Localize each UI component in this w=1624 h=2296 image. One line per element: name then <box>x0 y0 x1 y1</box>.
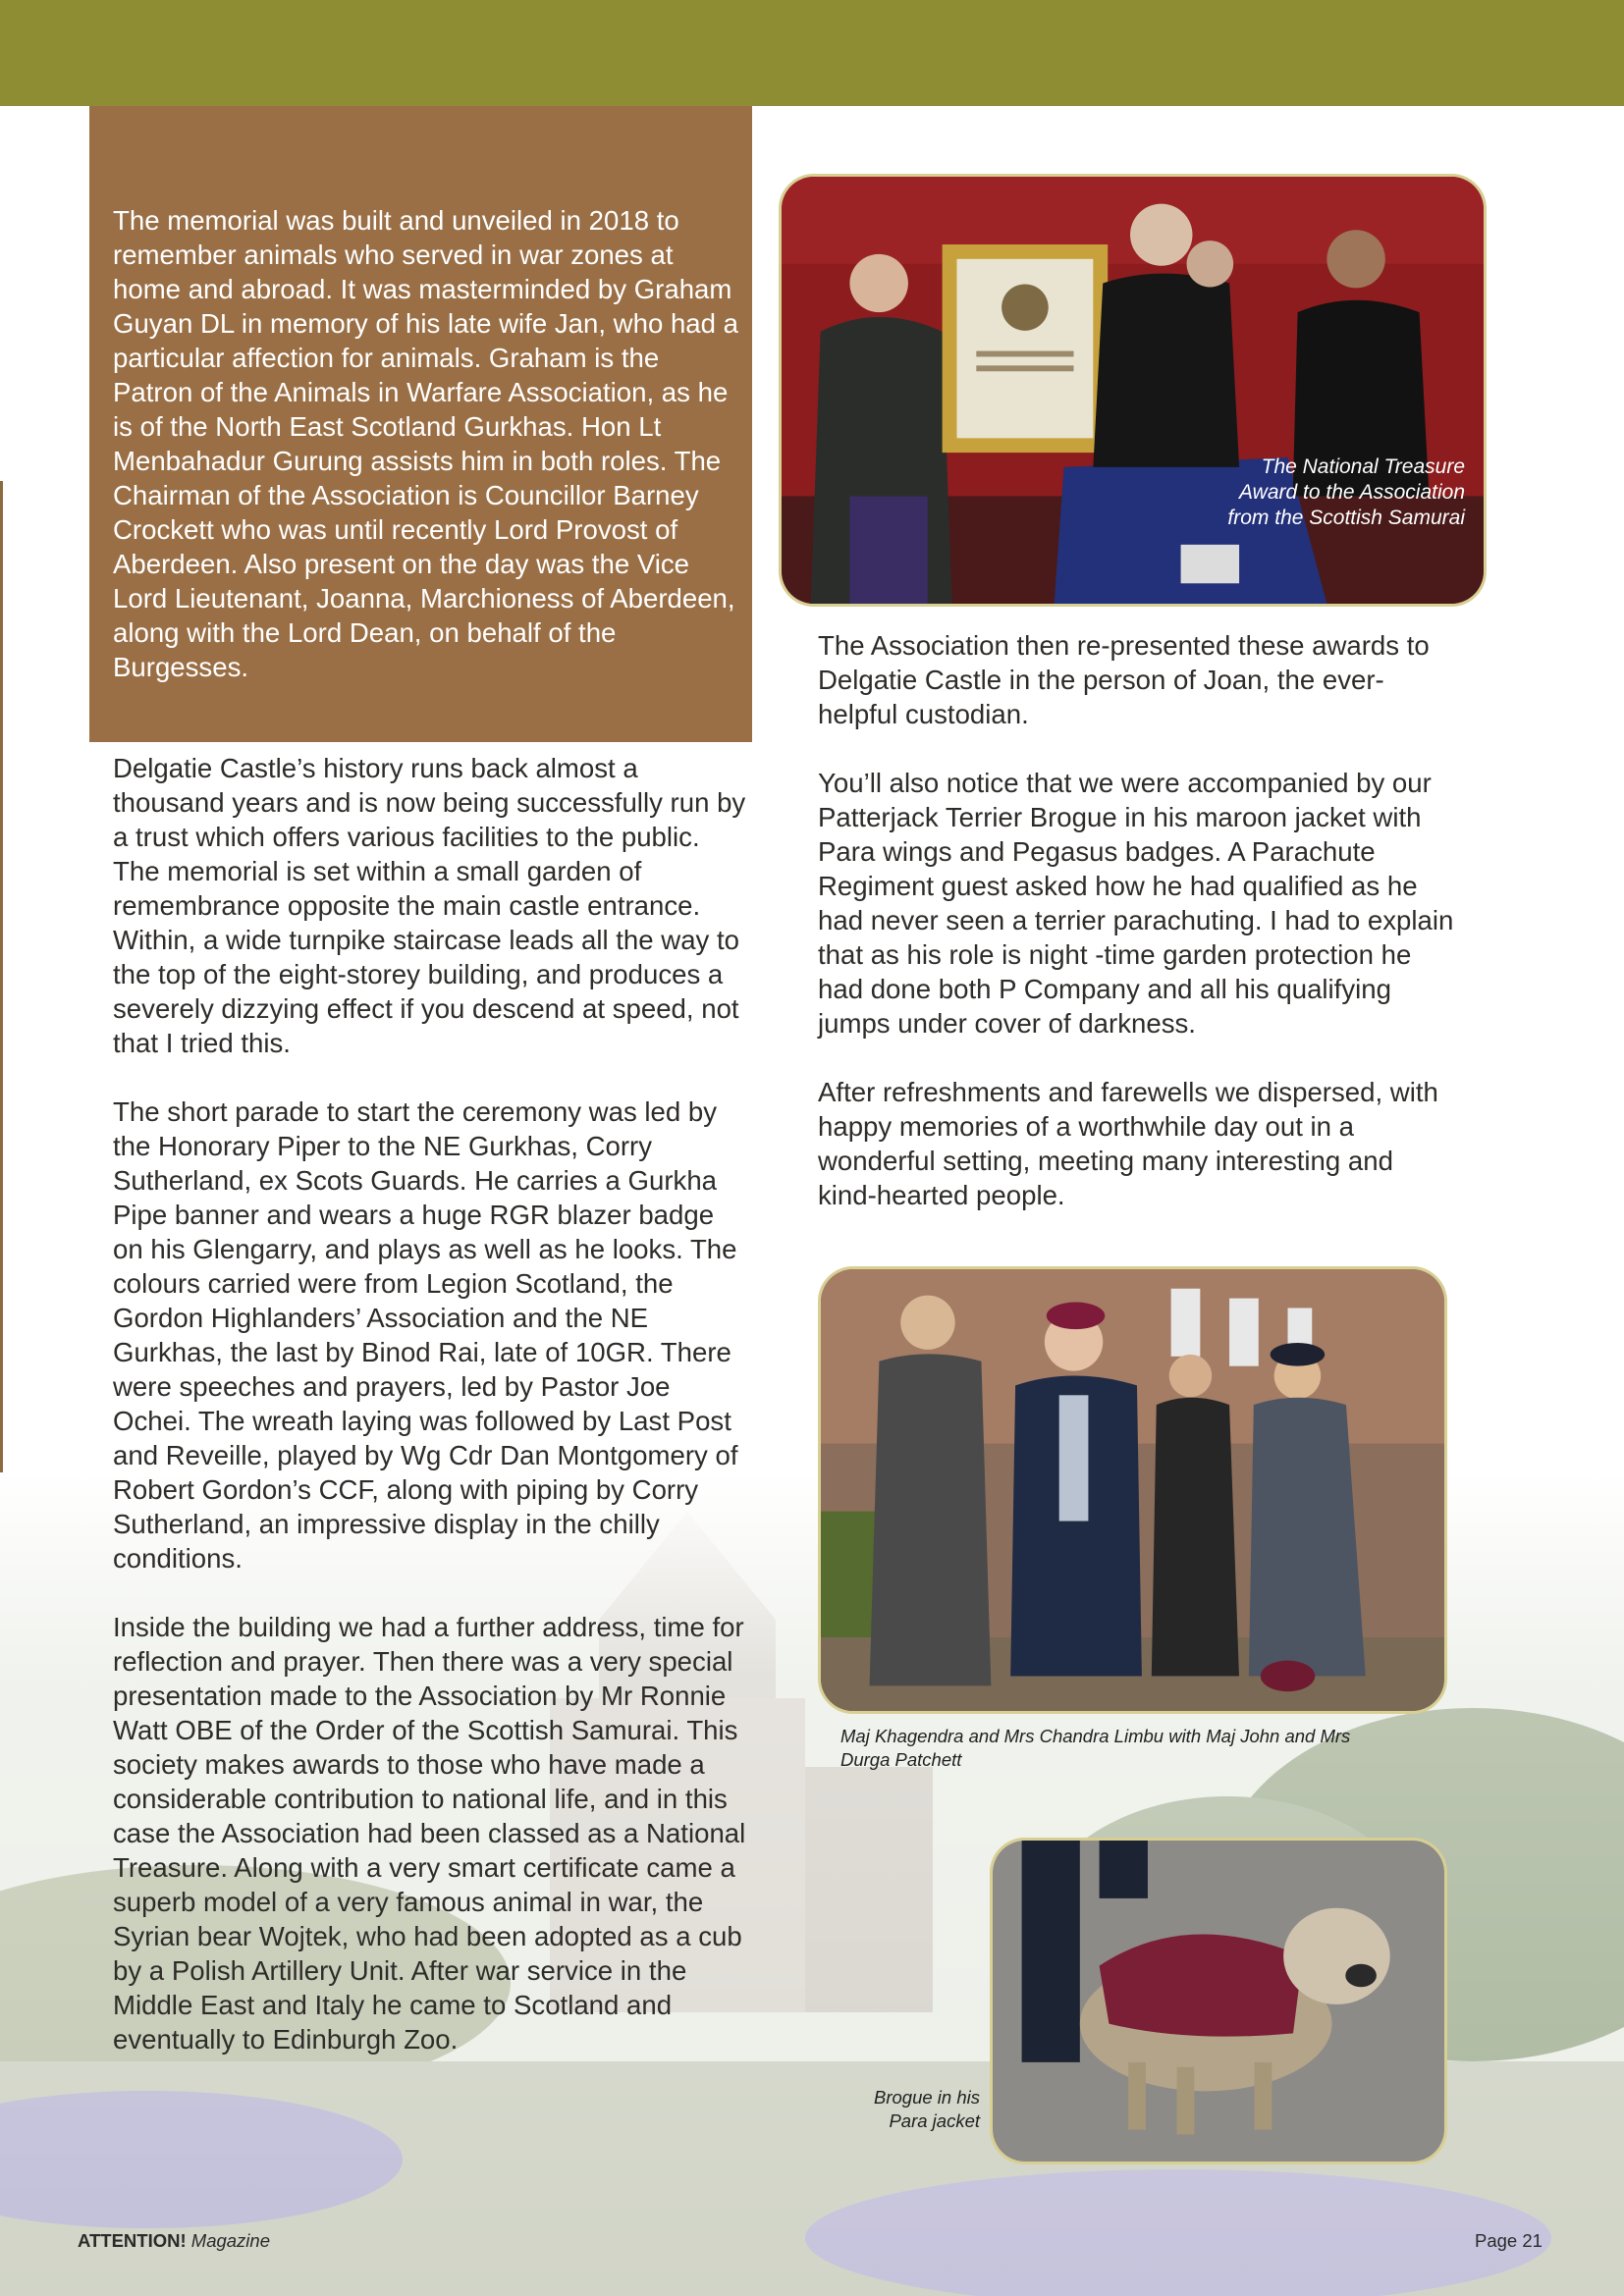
footer-magazine-brand: ATTENTION! <box>78 2230 187 2251</box>
dog-photo-caption: Brogue in his Para jacket <box>874 2087 980 2131</box>
article-paragraph: After refreshments and farewells we dispersed, with happy memories of a worthwhile day out in a wonderful setting, meeting many interesting and kind-hearted people. <box>818 1077 1438 1210</box>
award-photo-caption: The National Treasure Award to the Association from the Scottish Samurai <box>1227 455 1465 529</box>
page-number: Page 21 <box>1475 2230 1543 2251</box>
article-paragraph: Delgatie Castle’s history runs back almost a thousand years and is now being successfully run by a trust which offers various facilities to the public. The memorial is set within a small garden of remembrance opposite the main castle entrance. Within, a wide turnpike staircase leads all the way to the top of the eight-storey building, and produces a severely dizzying effect if you descend at speed, not that I tried this. <box>113 753 746 1058</box>
article-paragraph: Inside the building we had a further address, time for reflection and prayer. Then there was a very special presentation made to the Association by Mr Ronnie Watt OBE of the Order of the Scottish Samurai. This society makes awards to those who have made a considerable contribution to national life, and in this case the Association had been classed as a National Treasure. Along with a very smart certificate came a superb model of a very famous animal in war, the Syrian bear Wojtek, who had been adopted as a cub by a Polish Artillery Unit. After war service in the Middle East and Italy he came to Scotland and eventually to Edinburgh Zoo. <box>113 1612 746 2055</box>
footer-magazine-name <box>78 2230 270 2252</box>
sidebar-box <box>89 106 752 742</box>
article-right-column <box>818 628 1456 1247</box>
sidebar-text: The memorial was built and unveiled in 2018 to remember animals who served in war zones at home and abroad. It was masterminded by Graham Guyan DL in memory of his late wife Jan, who had a particular affection for animals. Graham is the Patron of the Animals in Warfare Association, as he is of the North East Scotland Gurkhas. Hon Lt Menbahadur Gurung assists him in both roles. The Chairman of the Association is Councillor Barney Crockett who was until recently Lord Provost of Aberdeen. Also present on the day was the Vice Lord Lieutenant, Joanna, Marchioness of Aberdeen, along with the Lord Dean, on behalf of the Burgesses. <box>113 205 739 682</box>
group-photo <box>818 1266 1447 1714</box>
dog-photo <box>990 1838 1447 2164</box>
article-paragraph: The short parade to start the ceremony was led by the Honorary Piper to the NE Gurkhas, Corry Sutherland, ex Scots Guards. He carries a Gurkha Pipe banner and wears a huge RGR blazer badge on his Glengarry, and plays as well as he looks. The colours carried were from Legion Scotland, the Gordon Highlanders’ Association and the NE Gurkhas, the last by Binod Rai, late of 10GR. There were speeches and prayers, led by Pastor Joe Ochei. The wreath laying was followed by Last Post and Reveille, played by Wg Cdr Dan Montgomery of Robert Gordon’s CCF, along with piping by Corry Sutherland, an impressive display in the chilly conditions. <box>113 1096 738 1574</box>
article-left-column <box>113 751 751 2091</box>
article-paragraph: The Association then re-presented these awards to Delgatie Castle in the person of Joan, the ever-helpful custodian. <box>818 630 1430 729</box>
award-presentation-photo <box>779 174 1487 607</box>
article-paragraph: You’ll also notice that we were accompanied by our Patterjack Terrier Brogue in his maroon jacket with Para wings and Pegasus badges. A Parachute Regiment guest asked how he had qualified as he had never seen a terrier parachuting. I had to explain that as his role is night -time garden protection he had done both P Company and all his qualifying jumps under cover of darkness. <box>818 768 1454 1039</box>
footer-magazine-word: Magazine <box>190 2230 270 2251</box>
group-photo-caption: Maj Khagendra and Mrs Chandra Limbu with Maj John and Mrs Durga Patchett <box>840 1726 1351 1770</box>
top-color-band <box>0 0 1624 106</box>
